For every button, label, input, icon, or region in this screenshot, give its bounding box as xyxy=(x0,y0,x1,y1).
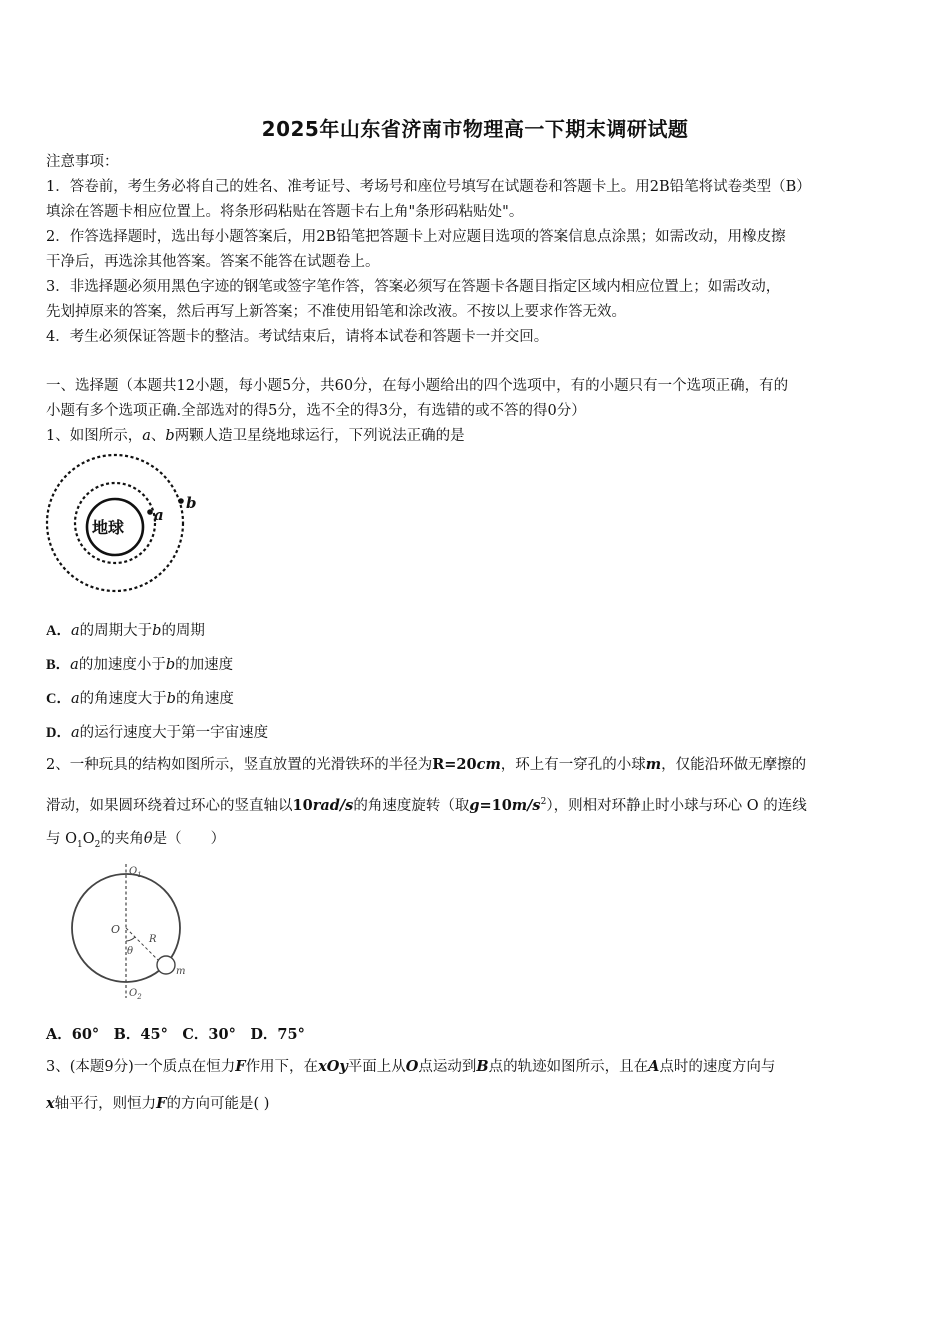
q2-stem-line2: 滑动，如果圆环绕着过环心的竖直轴以10rad/s的角速度旋转（取$g=10m/s^2$），则相对环静止时小球与环心 O 的连线 xyxy=(46,796,807,814)
ball-m xyxy=(157,956,175,974)
notice-line: 2．作答选择题时，选出每小题答案后，用2B铅笔把答题卡上对应题目选项的答案信息点涂黑；如需改动，用橡皮擦 xyxy=(46,229,786,245)
q1-option-a: A．a的周期大于b的周期 xyxy=(46,623,205,639)
q3-stem-line2: x轴平行，则恒力F的方向可能是( ) xyxy=(46,1095,270,1112)
q1-option-b: B．a的加速度小于b的加速度 xyxy=(46,657,234,673)
q1-stem: 1、如图所示，a、b两颗人造卫星绕地球运行，下列说法正确的是 xyxy=(46,428,465,444)
q1-option-c: C．a的角速度大于b的角速度 xyxy=(46,691,234,707)
notice-line: 1．答卷前，考生务必将自己的姓名、准考证号、考场号和座位号填写在试题卷和答题卡上。用2B铅笔将试卷类型（B） xyxy=(46,179,811,195)
q2-stem-line1: 2、一种玩具的结构如图所示，竖直放置的光滑铁环的半径为R=20cm，环上有一穿孔的小球m，仅能沿环做无摩擦的 xyxy=(46,756,807,773)
label-o: O xyxy=(111,923,121,936)
q1-option-d: D．a的运行速度大于第一宇宙速度 xyxy=(46,725,269,741)
label-o1: $O_1$ xyxy=(129,866,142,879)
notice-heading: 注意事项： xyxy=(46,154,119,170)
notice-line: 填涂在答题卡相应位置上。将条形码粘贴在答题卡右上角"条形码粘贴处"。 xyxy=(46,204,524,220)
notice-line: 干净后，再选涂其他答案。答案不能答在试题卷上。 xyxy=(46,254,380,270)
satellite-a-label: a xyxy=(154,506,164,524)
section-intro: 小题有多个选项正确.全部选对的得5分，选不全的得3分，有选错的或不答的得0分） xyxy=(46,403,586,419)
satellite-a-dot xyxy=(147,509,153,515)
notice-line: 4．考生必须保证答题卡的整洁。考试结束后，请将本试卷和答题卡一并交回。 xyxy=(46,329,549,345)
page-title: 2025年山东省济南市物理高一下期末调研试题 xyxy=(261,117,689,141)
ring-figure xyxy=(64,862,204,1002)
label-theta: θ xyxy=(127,946,134,957)
label-r: R xyxy=(149,934,157,945)
orbit-figure xyxy=(40,452,210,594)
satellite-b-label: b xyxy=(186,494,197,512)
notice-line: 3．非选择题必须用黑色字迹的钢笔或签字笔作答，答案必须写在答题卡各题目指定区域内相应位置上；如需改动， xyxy=(46,279,781,295)
earth-label: 地球 xyxy=(92,518,125,537)
notice-line: 先划掉原来的答案，然后再写上新答案；不准使用铅笔和涂改液。不按以上要求作答无效。 xyxy=(46,304,626,320)
q2-stem-line3: 与 $O_1O_2$的夹角θ是（ ） xyxy=(46,831,226,850)
q3-stem-line1: 3、(本题9分)一个质点在恒力F作用下，在xOy平面上从O点运动到B点的轨迹如图所示，且在A点时的速度方向与 xyxy=(46,1058,776,1075)
label-o2: $O_2$ xyxy=(129,988,142,1001)
label-m: m xyxy=(176,966,186,977)
q2-options: A．60° B．45° C．30° D．75° xyxy=(46,1026,305,1043)
section-intro: 一、选择题（本题共12小题，每小题5分，共60分，在每小题给出的四个选项中，有的小题只有一个选项正确，有的 xyxy=(46,378,789,394)
theta-arc xyxy=(126,937,135,941)
satellite-b-dot xyxy=(178,498,184,504)
